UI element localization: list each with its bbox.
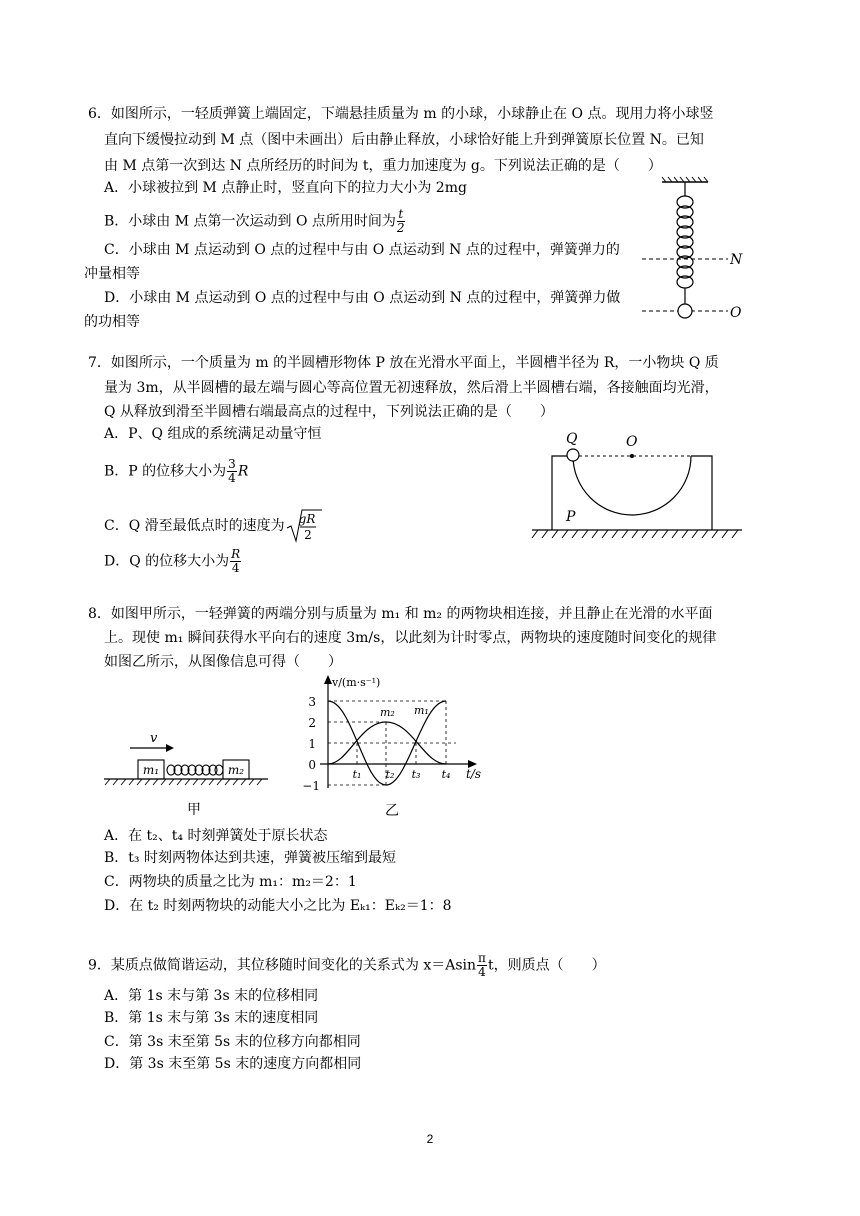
svg-text:gR: gR [298,512,315,526]
q7-option-d-fraction: $\frac{R}{4}$ [231,547,241,575]
q8-option-c: C．两物块的质量之比为 m₁：m₂＝2：1 [104,874,357,890]
q8-label-m1: m₁ [142,763,160,777]
q7-block-q [567,449,579,461]
q9-option-b: B．第 1s 末与第 3s 末的速度相同 [104,1010,319,1026]
q7-center-dot [630,454,634,458]
page-number: 2 [426,1132,434,1146]
q7-option-a: A．P、Q 组成的系统满足动量守恒 [104,426,322,442]
q8-stem-line-3: 如图乙所示，从图像信息可得（ ） [104,654,342,670]
q9-option-a: A．第 1s 末与第 3s 末的位移相同 [104,988,319,1004]
q8-stem-line-1: 8．如图甲所示，一轻弹簧的两端分别与质量为 m₁ 和 m₂ 的两物块相连接，并且静止在光滑的水平面 [88,606,713,622]
q6-option-c-line-2: 冲量相等 [84,266,140,282]
q9-stem [88,952,606,979]
q6-stem-line-1: 6．如图所示，一轻质弹簧上端固定，下端悬挂质量为 m 的小球，小球静止在 O 点。现用力将小球竖 [88,106,714,122]
q7-stem-line-1: 7．如图所示，一个质量为 m 的半圆槽形物体 P 放在光滑水平面上，半圆槽半径为 R，一小物块 Q 质 [88,355,719,371]
q9-stem-suffix: t，则质点（ ） [487,957,606,974]
q8-graph-label-m1: m₁ [414,704,429,717]
q7-stem-line-3: Q 从释放到滑至半圆槽右端最高点的过程中，下列说法正确的是（ ） [104,404,554,420]
q6-label-o: O [730,305,742,321]
q6-option-b-fraction: $\frac{t}{2}$ [396,207,405,235]
q8-label-m2: m₂ [227,763,245,777]
spring-coils [677,196,693,288]
q8-option-b: B．t₃ 时刻两物体达到共速，弹簧被压缩到最短 [104,850,396,866]
q8-spring [167,765,223,775]
xtick-t4: t₄ [441,768,451,781]
q8-caption-jia: 甲 [187,802,201,818]
q6-stem-line-2: 直向下缓慢拉动到 M 点（图中未画出）后由静止释放，小球恰好能上升到弹簧原长位置 N。已知 [104,132,704,148]
q6-label-n: N [730,252,743,268]
q7-label-p: P [566,509,576,525]
q7-option-c-text: C．Q 滑至最低点时的速度为 [104,518,285,534]
q8-velocity-label: v [150,731,158,746]
q9-option-d: D．第 3s 末至第 5s 末的速度方向都相同 [104,1056,362,1072]
ytick-0: 0 [308,758,316,772]
q7-option-d [104,548,242,575]
q7-option-b [104,458,248,485]
q9-stem-text: 9．某质点做简谐运动，其位移随时间变化的关系式为 x＝Asin [88,957,477,974]
q7-semicircle-figure [528,428,746,544]
xtick-t1: t₁ [352,768,362,781]
q7-label-o: O [626,434,638,450]
q8-stem-line-2: 上。现使 m₁ 瞬间获得水平向右的速度 3m/s，以此刻为计时零点，两物块的速度随时间变化的规律 [104,630,717,646]
q8-option-a: A．在 t₂、t₄ 时刻弹簧处于原长状态 [104,828,328,844]
xtick-t3: t₃ [411,768,421,781]
q7-option-b-text: B．P 的位移大小为 [104,463,227,480]
ytick-neg1: −1 [302,779,320,793]
q9-stem-fraction: $\frac{\pi}{4}$ [478,951,486,979]
q6-option-c-line-1: C．小球由 M 点运动到 O 点的过程中与由 O 点运动到 N 点的过程中，弹簧弹力的 [104,242,620,258]
q7-option-c-sqrt [285,508,323,544]
q8-graph-xlabel: t/s [466,767,482,781]
q8-graph-label-m2: m₂ [380,706,395,719]
q8-caption-yi: 乙 [385,803,399,819]
q7-option-b-fraction: $\frac{3}{4}$ [228,457,236,485]
q8-figure-yi-graph [300,672,500,820]
q7-option-b-r: R [237,463,249,480]
q6-option-a: A．小球被拉到 M 点静止时，竖直向下的拉力大小为 2mg [104,180,467,196]
q6-ball [678,304,692,318]
q8-option-d: D．在 t₂ 时刻两物块的动能大小之比为 Eₖ₁：Eₖ₂＝1：8 [104,898,452,914]
q8-curve-m2 [328,722,446,764]
q7-stem-line-2: 量为 3m，从半圆槽的最左端与圆心等高位置无初速释放，然后滑上半圆槽右端，各接触面均光滑， [104,380,719,396]
q6-option-d-line-2: 的功相等 [84,314,140,330]
q6-option-b-text: B．小球由 M 点第一次运动到 O 点所用时间为 [104,213,396,230]
q8-graph-ylabel: v/(m·s⁻¹) [332,676,381,689]
q6-stem-line-3: 由 M 点第一次到达 N 点所经历的时间为 t，重力加速度为 g。下列说法正确的是（ ） [104,158,662,174]
q6-option-d-line-1: D．小球由 M 点运动到 O 点的过程中与由 O 点运动到 N 点的过程中，弹簧弹力做 [104,290,621,306]
svg-text:2: 2 [303,528,312,542]
ytick-2: 2 [308,716,316,730]
q8-figure-jia [100,730,270,820]
q7-option-c [104,508,323,544]
xtick-t2: t₂ [385,768,395,781]
q9-option-c: C．第 3s 末至第 5s 末的位移方向都相同 [104,1034,361,1050]
q6-spring-figure [640,176,750,326]
ytick-1: 1 [308,737,316,751]
q7-label-q: Q [566,431,578,447]
ytick-3: 3 [308,695,316,709]
q6-option-b [104,208,406,235]
q7-option-d-text: D．Q 的位移大小为 [104,553,230,570]
